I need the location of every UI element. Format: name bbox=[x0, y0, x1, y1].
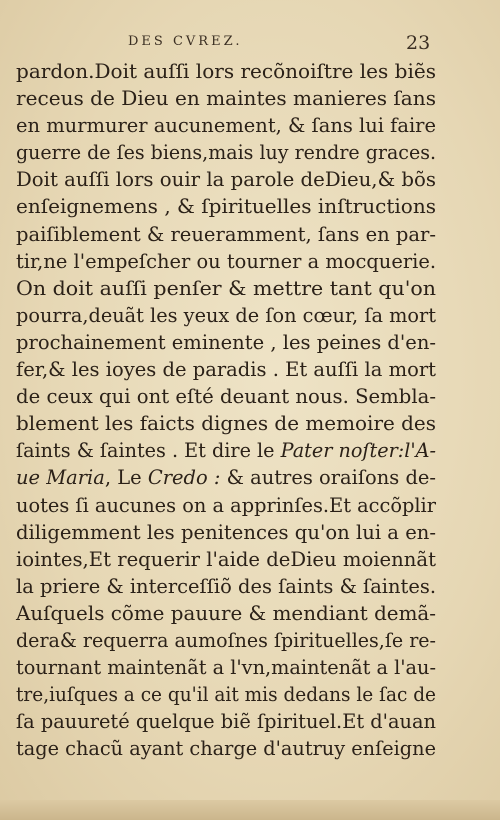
text-line bbox=[16, 519, 436, 546]
text-line bbox=[16, 600, 436, 627]
text-line bbox=[16, 708, 436, 735]
text-line bbox=[16, 654, 436, 681]
running-title: DES CVREZ. bbox=[128, 34, 243, 49]
text-run: diligemment les penitences qu'on lui a en- bbox=[16, 520, 436, 544]
text-run: paiſiblement & reueramment, ſans en par- bbox=[16, 222, 437, 246]
text-run: prochainement eminente , les peines d'en- bbox=[16, 330, 436, 354]
text-line bbox=[16, 681, 436, 708]
text-run: ſa pauureté quelque biẽ ſpirituel.Et d'auan bbox=[16, 710, 436, 734]
text-line bbox=[16, 329, 436, 356]
italic-text-run: ue Maria bbox=[16, 466, 105, 490]
running-head bbox=[0, 34, 500, 54]
text-run: tage chacũ ayant charge d'autruy enſeigne bbox=[16, 737, 436, 761]
text-run: tir,ne l'empeſcher ou tourner a mocquerie. bbox=[16, 249, 436, 273]
text-run: dera& requerra aumoſnes ſpirituelles,ſe re- bbox=[16, 628, 436, 652]
italic-text-run: Credo : bbox=[147, 466, 221, 490]
text-run: enſeignemens , & ſpirituelles inſtructions bbox=[16, 195, 436, 219]
text-run: ſaints & ſaintes . Et dire le bbox=[16, 439, 281, 463]
text-run: blement les faicts dignes de memoire des bbox=[16, 412, 436, 436]
body-text bbox=[16, 58, 436, 762]
text-run: pourra,deuãt les yeux de ſon cœur, ſa mort bbox=[16, 303, 436, 327]
text-run: de ceux qui ont eſté deuant nous. Sembla- bbox=[16, 385, 436, 409]
text-run: tournant maintenãt a l'vn,maintenãt a l'au- bbox=[16, 656, 436, 680]
text-run: guerre de ſes biens,mais luy rendre graces. bbox=[16, 141, 436, 165]
text-line bbox=[16, 221, 436, 248]
text-line bbox=[16, 546, 436, 573]
text-line bbox=[16, 464, 436, 491]
text-run: receus de Dieu en maintes manieres ſans bbox=[16, 87, 436, 111]
text-run: , Le bbox=[104, 466, 148, 490]
text-run: Doit auſſi lors ouir la parole deDieu,& bõs bbox=[16, 168, 436, 192]
text-run: & autres oraiſons de- bbox=[220, 466, 436, 490]
text-line bbox=[16, 627, 436, 654]
text-line bbox=[16, 492, 436, 519]
text-line bbox=[16, 248, 436, 275]
text-line bbox=[16, 437, 436, 464]
text-run: en murmurer aucunement, & ſans lui faire bbox=[16, 114, 436, 138]
text-run: uotes ſi aucunes on a apprinſes.Et accõplir bbox=[16, 493, 436, 517]
text-line bbox=[16, 166, 436, 193]
text-run: la priere & interceſſiõ des ſaints & ſaintes. bbox=[16, 574, 436, 598]
text-line bbox=[16, 85, 436, 112]
text-line bbox=[16, 139, 436, 166]
text-line bbox=[16, 356, 436, 383]
text-line bbox=[16, 735, 436, 762]
page-bottom-edge bbox=[0, 800, 500, 820]
text-line bbox=[16, 383, 436, 410]
text-line bbox=[16, 58, 436, 85]
text-line bbox=[16, 573, 436, 600]
text-line bbox=[16, 410, 436, 437]
text-run: Auſquels cõme pauure & mendiant demã- bbox=[16, 601, 436, 625]
italic-text-run: Pater noſter:l'A- bbox=[280, 439, 436, 463]
page-number: 23 bbox=[406, 32, 431, 54]
text-line bbox=[16, 112, 436, 139]
text-line bbox=[16, 275, 436, 302]
text-line bbox=[16, 302, 436, 329]
text-run: tre,iuſques a ce qu'il ait mis dedans le ſac de bbox=[16, 683, 436, 707]
text-run: On doit auſſi penſer & mettre tant qu'on bbox=[16, 276, 436, 300]
text-run: iointes,Et requerir l'aide deDieu moiennãt bbox=[16, 547, 436, 571]
text-run: fer,& les ioyes de paradis . Et auſſi la mort bbox=[16, 358, 436, 382]
text-run: pardon.Doit auſſi lors recõnoiſtre les biẽs bbox=[16, 60, 436, 83]
text-line bbox=[16, 193, 436, 220]
